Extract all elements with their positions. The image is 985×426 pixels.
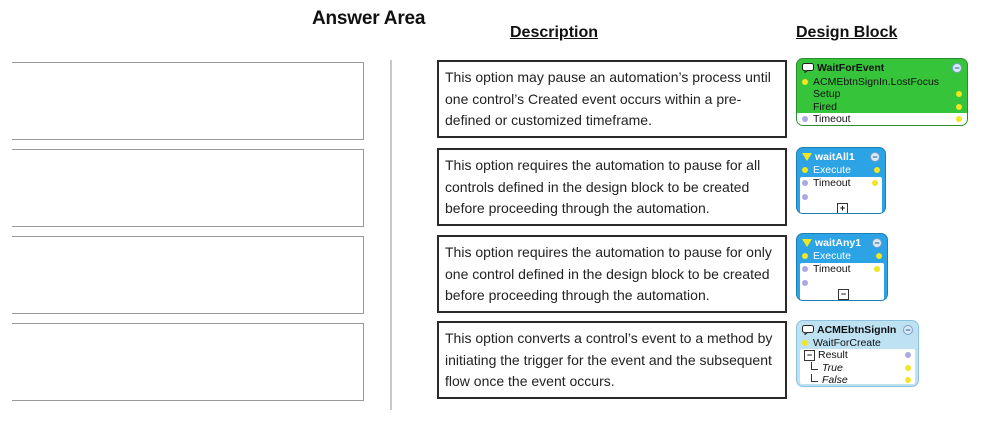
answer-slot-2[interactable] xyxy=(12,149,364,227)
design-block-header: Design Block xyxy=(796,24,898,41)
answer-slot-1[interactable] xyxy=(12,62,364,140)
triangle-icon xyxy=(802,153,812,161)
block-row: Setup xyxy=(813,88,841,100)
wait-any-title: waitAny1 xyxy=(815,237,862,249)
wait-any-block[interactable] xyxy=(796,233,888,301)
block-row: Execute xyxy=(813,163,851,176)
message-icon xyxy=(802,325,814,335)
block-row: WaitForCreate xyxy=(813,336,881,349)
collapse-tree-button[interactable]: − xyxy=(804,350,815,361)
block-row: ACMEbtnSignIn.LostFocus xyxy=(813,75,940,88)
add-button[interactable]: + xyxy=(837,203,848,214)
description-1[interactable]: This option may pause an automation’s process until one control’s Created event occurs within a pre-defined or customized timeframe. xyxy=(437,60,787,138)
description-4[interactable]: This option converts a control’s event to a method by initiating the trigger for the event and the subsequent flow once the event occurs. xyxy=(437,321,787,399)
block-row: Timeout xyxy=(813,113,851,125)
acme-signin-title: ACMEbtnSignIn xyxy=(817,324,897,336)
triangle-icon xyxy=(802,239,812,247)
block-row: Fired xyxy=(813,100,837,113)
column-divider xyxy=(390,60,392,410)
description-header: Description xyxy=(510,24,599,41)
wait-for-event-title: WaitForEvent xyxy=(817,62,885,74)
description-3[interactable]: This option requires the automation to pause for only one control defined in the design block to be created before proceeding through the automation. xyxy=(437,235,787,313)
answer-slot-4[interactable] xyxy=(12,323,364,401)
message-icon xyxy=(802,63,814,73)
collapse-icon[interactable]: − xyxy=(870,152,880,162)
block-row: False xyxy=(822,374,848,386)
answer-slot-3[interactable] xyxy=(12,236,364,314)
block-row: True xyxy=(822,361,843,374)
block-row: Timeout xyxy=(813,177,851,189)
remove-button[interactable]: − xyxy=(838,289,849,300)
wait-all-title: waitAll1 xyxy=(815,151,855,163)
block-row: Timeout xyxy=(813,263,851,275)
answer-area-title: Answer Area xyxy=(312,8,426,29)
wait-for-event-block[interactable] xyxy=(796,58,968,126)
description-2[interactable]: This option requires the automation to pause for all controls defined in the design block to be created before proceeding through the automation. xyxy=(437,148,787,226)
acme-signin-block[interactable] xyxy=(796,320,919,387)
block-row: Execute xyxy=(813,249,851,262)
wait-all-block[interactable] xyxy=(796,147,886,214)
collapse-icon[interactable]: − xyxy=(872,238,882,248)
block-row: Result xyxy=(818,349,848,361)
collapse-icon[interactable]: − xyxy=(952,63,962,73)
collapse-icon[interactable]: − xyxy=(903,325,913,335)
